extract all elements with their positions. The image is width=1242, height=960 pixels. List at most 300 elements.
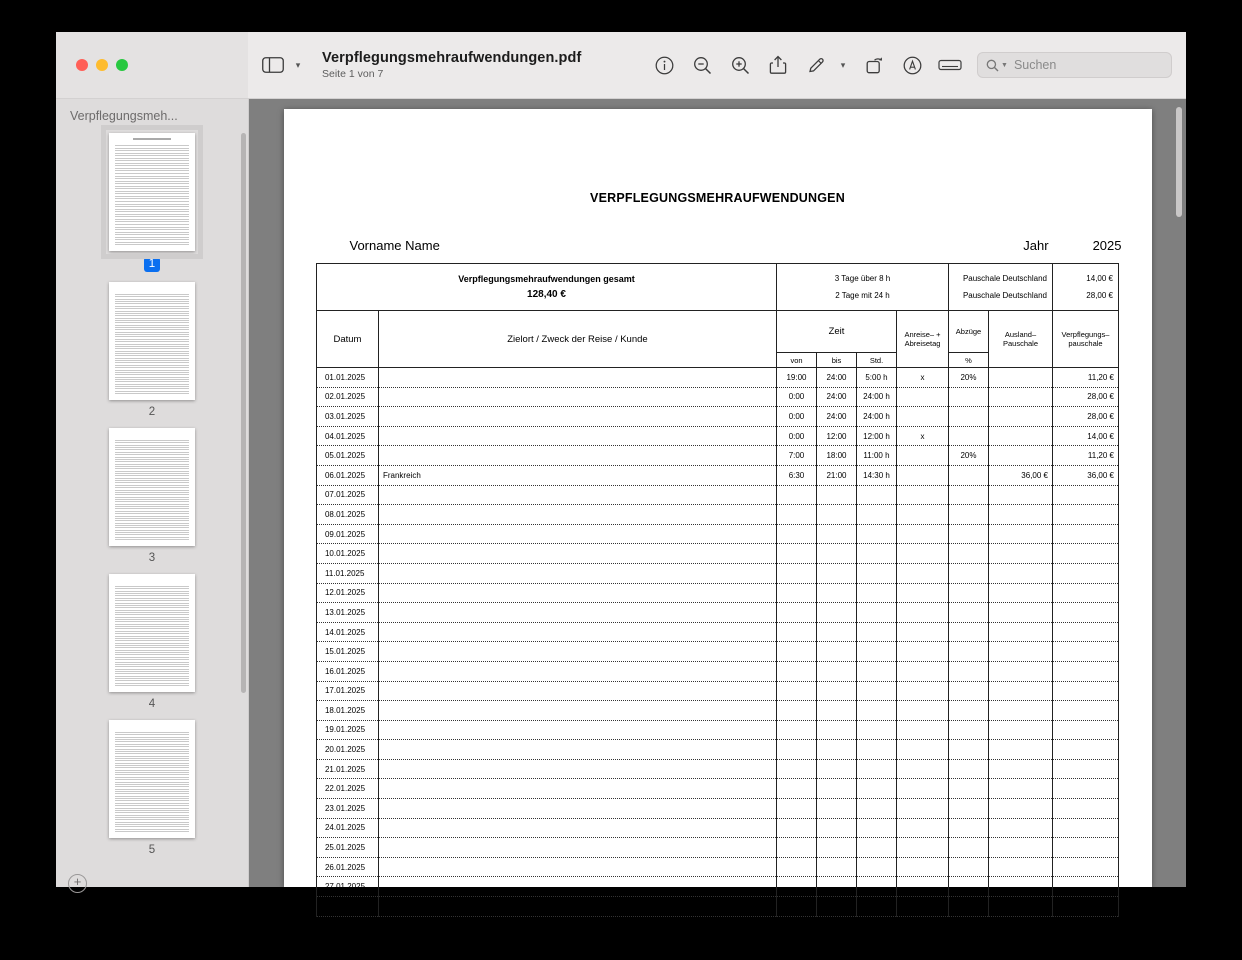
- column-subheader-std: Std.: [856, 353, 896, 368]
- cell-auslandpauschale: [989, 485, 1053, 505]
- list-item[interactable]: [56, 282, 248, 418]
- cell-abzuege: [949, 897, 989, 917]
- cell-verpflegungspauschale: 28,00 €: [1053, 387, 1119, 407]
- cell-anreisetag: [896, 857, 948, 877]
- cell-von: [776, 779, 816, 799]
- cell-anreisetag: [896, 407, 948, 427]
- cell-verpflegungspauschale: [1053, 877, 1119, 897]
- cell-auslandpauschale: [989, 563, 1053, 583]
- cell-std: [856, 681, 896, 701]
- cell-von: 0:00: [776, 426, 816, 446]
- cell-datum: 08.01.2025: [316, 505, 378, 525]
- table-row: [316, 387, 1118, 407]
- cell-std: [856, 857, 896, 877]
- summary-amount: 128,40 €: [527, 289, 566, 300]
- cell-zielort: [378, 524, 776, 544]
- document-title-block: [318, 50, 581, 80]
- cell-zielort: [378, 877, 776, 897]
- add-page-icon[interactable]: +: [68, 874, 87, 893]
- cell-auslandpauschale: [989, 897, 1053, 917]
- cell-verpflegungspauschale: [1053, 740, 1119, 760]
- cell-abzuege: [949, 799, 989, 819]
- cell-datum: 19.01.2025: [316, 720, 378, 740]
- cell-datum: 06.01.2025: [316, 465, 378, 485]
- cell-std: [856, 524, 896, 544]
- table-row: [316, 524, 1118, 544]
- cell-datum: 03.01.2025: [316, 407, 378, 427]
- cell-anreisetag: [896, 759, 948, 779]
- cell-anreisetag: x: [896, 426, 948, 446]
- cell-bis: [816, 661, 856, 681]
- cell-verpflegungspauschale: [1053, 583, 1119, 603]
- cell-auslandpauschale: [989, 407, 1053, 427]
- cell-verpflegungspauschale: [1053, 485, 1119, 505]
- zoom-out-icon[interactable]: [683, 50, 721, 80]
- cell-bis: [816, 603, 856, 623]
- cell-von: [776, 642, 816, 662]
- cell-std: 5:00 h: [856, 368, 896, 388]
- cell-verpflegungspauschale: [1053, 838, 1119, 858]
- column-header-verpflegung-line1: Verpflegungs–: [1061, 330, 1110, 339]
- cell-std: [856, 661, 896, 681]
- cell-verpflegungspauschale: [1053, 622, 1119, 642]
- cell-verpflegungspauschale: [1053, 603, 1119, 623]
- summary-flatrate-values-cell: [1053, 264, 1119, 311]
- cell-zielort: [378, 563, 776, 583]
- cell-auslandpauschale: [989, 524, 1053, 544]
- cell-auslandpauschale: [989, 642, 1053, 662]
- summary-flatrate-cell: [949, 264, 1053, 311]
- cell-anreisetag: [896, 720, 948, 740]
- cell-auslandpauschale: [989, 818, 1053, 838]
- cell-abzuege: [949, 505, 989, 525]
- cell-datum: 07.01.2025: [316, 485, 378, 505]
- cell-zielort: [378, 622, 776, 642]
- table-row: [316, 740, 1118, 760]
- window-body: [56, 99, 1186, 911]
- cell-auslandpauschale: [989, 426, 1053, 446]
- cell-bis: [816, 897, 856, 917]
- cell-datum: 25.01.2025: [316, 838, 378, 858]
- cell-verpflegungspauschale: 28,00 €: [1053, 407, 1119, 427]
- thumbnail-label: 5: [148, 844, 156, 856]
- close-window-button[interactable]: [76, 59, 88, 71]
- document-view[interactable]: [249, 99, 1186, 911]
- cell-auslandpauschale: [989, 544, 1053, 564]
- toolbar: [248, 32, 1186, 98]
- table-row: [316, 897, 1118, 917]
- rotate-icon[interactable]: [855, 50, 893, 80]
- thumbnail-content-lines: [115, 440, 189, 540]
- cell-von: [776, 524, 816, 544]
- cell-auslandpauschale: [989, 759, 1053, 779]
- cell-datum: 10.01.2025: [316, 544, 378, 564]
- thumbnail-page-3[interactable]: [109, 428, 195, 546]
- cell-bis: [816, 759, 856, 779]
- page-title: Verpflegungsmehraufwendungen.pdf: [322, 50, 582, 66]
- cell-zielort: [378, 544, 776, 564]
- cell-anreisetag: [896, 505, 948, 525]
- cell-anreisetag: [896, 681, 948, 701]
- cell-von: [776, 681, 816, 701]
- cell-anreisetag: [896, 818, 948, 838]
- window-titlebar: [56, 32, 1186, 99]
- preview-window: [56, 32, 1186, 911]
- table-row: [316, 603, 1118, 623]
- cell-anreisetag: [896, 622, 948, 642]
- cell-std: [856, 544, 896, 564]
- cell-auslandpauschale: [989, 603, 1053, 623]
- cell-zielort: [378, 387, 776, 407]
- cell-std: [856, 720, 896, 740]
- cell-abzuege: [949, 701, 989, 721]
- table-row: [316, 877, 1118, 897]
- cell-datum: 04.01.2025: [316, 426, 378, 446]
- cell-auslandpauschale: [989, 857, 1053, 877]
- pdf-heading: VERPFLEGUNGSMEHRAUFWENDUNGEN: [590, 191, 845, 205]
- highlight-icon[interactable]: [931, 50, 969, 80]
- cell-zielort: [378, 407, 776, 427]
- cell-datum: 16.01.2025: [316, 661, 378, 681]
- table-row: [316, 407, 1118, 427]
- markup-pen-icon[interactable]: [797, 50, 835, 80]
- table-row: [316, 838, 1118, 858]
- cell-verpflegungspauschale: [1053, 681, 1119, 701]
- cell-verpflegungspauschale: 14,00 €: [1053, 426, 1119, 446]
- cell-abzuege: [949, 740, 989, 760]
- sidebar-title: Verpflegungsmeh...: [70, 109, 178, 123]
- document-scrollbar[interactable]: [1176, 107, 1182, 217]
- column-header-ausland-line1: Ausland–: [1004, 330, 1037, 339]
- table-body: [316, 368, 1118, 917]
- cell-abzuege: [949, 681, 989, 701]
- cell-zielort: [378, 485, 776, 505]
- cell-datum: 22.01.2025: [316, 779, 378, 799]
- cell-abzuege: [949, 387, 989, 407]
- cell-zielort: [378, 857, 776, 877]
- cell-std: 11:00 h: [856, 446, 896, 466]
- cell-abzuege: [949, 759, 989, 779]
- cell-bis: [816, 720, 856, 740]
- thumbnail-label: 2: [148, 406, 156, 418]
- cell-verpflegungspauschale: [1053, 799, 1119, 819]
- cell-bis: [816, 799, 856, 819]
- cell-abzuege: [949, 544, 989, 564]
- cell-anreisetag: [896, 701, 948, 721]
- thumbnail-content-lines: [115, 294, 189, 394]
- table-row: [316, 720, 1118, 740]
- list-item[interactable]: [56, 720, 248, 856]
- thumbnail-page-4[interactable]: [109, 574, 195, 692]
- cell-zielort: [378, 779, 776, 799]
- thumbnail-sidebar: [56, 99, 249, 887]
- table-row: [316, 642, 1118, 662]
- cell-anreisetag: [896, 838, 948, 858]
- cell-anreisetag: [896, 799, 948, 819]
- cell-datum: 23.01.2025: [316, 799, 378, 819]
- sidebar-toggle-icon[interactable]: [256, 50, 290, 80]
- cell-auslandpauschale: [989, 387, 1053, 407]
- cell-auslandpauschale: [989, 681, 1053, 701]
- column-subheader-prozent: %: [949, 353, 989, 368]
- cell-bis: [816, 857, 856, 877]
- pdf-page: [284, 109, 1152, 911]
- cell-abzuege: [949, 720, 989, 740]
- year-label: Jahr: [1023, 238, 1049, 253]
- column-subheader-bis: bis: [816, 353, 856, 368]
- column-subheader-von: von: [776, 353, 816, 368]
- list-item[interactable]: [56, 133, 248, 272]
- cell-datum: 28.01.2025: [316, 897, 378, 917]
- table-row: [316, 465, 1118, 485]
- cell-anreisetag: [896, 661, 948, 681]
- table-row: [316, 485, 1118, 505]
- cell-datum: 18.01.2025: [316, 701, 378, 721]
- cell-anreisetag: [896, 387, 948, 407]
- cell-verpflegungspauschale: 11,20 €: [1053, 368, 1119, 388]
- cell-verpflegungspauschale: [1053, 720, 1119, 740]
- cell-std: [856, 603, 896, 623]
- cell-bis: [816, 485, 856, 505]
- column-header-verpflegung: [1053, 311, 1119, 368]
- cell-auslandpauschale: 36,00 €: [989, 465, 1053, 485]
- cell-von: 7:00: [776, 446, 816, 466]
- cell-auslandpauschale: [989, 622, 1053, 642]
- cell-bis: 21:00: [816, 465, 856, 485]
- cell-std: [856, 759, 896, 779]
- cell-bis: [816, 740, 856, 760]
- cell-std: 12:00 h: [856, 426, 896, 446]
- sidebar-footer: [56, 866, 248, 900]
- thumbnail-label: 1: [144, 257, 160, 272]
- cell-auslandpauschale: [989, 505, 1053, 525]
- cell-bis: 24:00: [816, 387, 856, 407]
- info-icon[interactable]: [645, 50, 683, 80]
- cell-von: [776, 485, 816, 505]
- summary-row: [316, 264, 1118, 311]
- column-header-datum: Datum: [316, 311, 378, 368]
- cell-zielort: [378, 681, 776, 701]
- thumbnail-label: 3: [148, 552, 156, 564]
- cell-datum: 05.01.2025: [316, 446, 378, 466]
- table-row: [316, 426, 1118, 446]
- cell-bis: [816, 524, 856, 544]
- cell-verpflegungspauschale: [1053, 897, 1119, 917]
- table-row: [316, 583, 1118, 603]
- thumbnail-list[interactable]: [56, 131, 248, 866]
- column-header-anreise-line1: Anreise– +: [904, 330, 941, 339]
- cell-bis: 12:00: [816, 426, 856, 446]
- column-header-abzuege: Abzüge: [949, 311, 989, 353]
- cell-abzuege: [949, 838, 989, 858]
- thumbnail-page-5[interactable]: [109, 720, 195, 838]
- cell-bis: [816, 877, 856, 897]
- cell-anreisetag: [896, 465, 948, 485]
- cell-datum: 27.01.2025: [316, 877, 378, 897]
- cell-datum: 17.01.2025: [316, 681, 378, 701]
- table-row: [316, 368, 1118, 388]
- table-row: [316, 622, 1118, 642]
- cell-datum: 26.01.2025: [316, 857, 378, 877]
- cell-zielort: [378, 642, 776, 662]
- cell-abzuege: [949, 603, 989, 623]
- thumbnail-page-1[interactable]: [109, 133, 195, 251]
- list-item[interactable]: [56, 574, 248, 710]
- search-icon: [986, 59, 999, 72]
- search-input[interactable]: [977, 52, 1172, 78]
- summary-flatrate-label-1: Pauschale Deutschland: [962, 274, 1047, 283]
- cell-verpflegungspauschale: [1053, 642, 1119, 662]
- expense-table: [316, 263, 1119, 917]
- cell-verpflegungspauschale: [1053, 524, 1119, 544]
- cell-anreisetag: x: [896, 368, 948, 388]
- cell-bis: [816, 681, 856, 701]
- cell-von: 6:30: [776, 465, 816, 485]
- cell-anreisetag: [896, 485, 948, 505]
- cell-abzuege: [949, 426, 989, 446]
- summary-days-line-2: 2 Tage mit 24 h: [835, 291, 890, 300]
- cell-abzuege: [949, 407, 989, 427]
- cell-bis: [816, 818, 856, 838]
- table-row: [316, 799, 1118, 819]
- year-value: 2025: [1092, 238, 1122, 253]
- cell-datum: 09.01.2025: [316, 524, 378, 544]
- cell-std: [856, 563, 896, 583]
- column-header-anreise: [896, 311, 948, 368]
- cell-von: 0:00: [776, 387, 816, 407]
- cell-datum: 01.01.2025: [316, 368, 378, 388]
- table-row: [316, 563, 1118, 583]
- cell-zielort: [378, 368, 776, 388]
- summary-days-cell: [776, 264, 948, 311]
- cell-abzuege: [949, 622, 989, 642]
- search-placeholder: Suchen: [1013, 58, 1057, 72]
- cell-std: 24:00 h: [856, 387, 896, 407]
- cell-bis: 24:00: [816, 368, 856, 388]
- cell-zielort: [378, 583, 776, 603]
- summary-flatrate-label-2: Pauschale Deutschland: [962, 291, 1047, 300]
- zoom-window-button[interactable]: [116, 59, 128, 71]
- cell-verpflegungspauschale: [1053, 779, 1119, 799]
- cell-von: [776, 857, 816, 877]
- cell-verpflegungspauschale: [1053, 661, 1119, 681]
- cell-std: [856, 838, 896, 858]
- cell-zielort: [378, 426, 776, 446]
- cell-verpflegungspauschale: 11,20 €: [1053, 446, 1119, 466]
- cell-anreisetag: [896, 740, 948, 760]
- cell-verpflegungspauschale: [1053, 759, 1119, 779]
- cell-std: [856, 897, 896, 917]
- cell-datum: 21.01.2025: [316, 759, 378, 779]
- cell-von: [776, 818, 816, 838]
- table-row: [316, 446, 1118, 466]
- summary-days-line-1: 3 Tage über 8 h: [834, 274, 891, 283]
- cell-abzuege: [949, 779, 989, 799]
- cell-std: [856, 701, 896, 721]
- column-header-verpflegung-line2: pauschale: [1068, 339, 1103, 348]
- cell-auslandpauschale: [989, 720, 1053, 740]
- cell-datum: 02.01.2025: [316, 387, 378, 407]
- share-icon[interactable]: [759, 50, 797, 80]
- cell-von: [776, 622, 816, 642]
- cell-verpflegungspauschale: 36,00 €: [1053, 465, 1119, 485]
- annotate-icon[interactable]: [893, 50, 931, 80]
- sidebar-scrollbar[interactable]: [241, 133, 246, 693]
- cell-abzuege: [949, 818, 989, 838]
- zoom-in-icon[interactable]: [721, 50, 759, 80]
- cell-auslandpauschale: [989, 877, 1053, 897]
- cell-von: [776, 544, 816, 564]
- cell-auslandpauschale: [989, 838, 1053, 858]
- table-row: [316, 544, 1118, 564]
- cell-auslandpauschale: [989, 740, 1053, 760]
- cell-verpflegungspauschale: [1053, 505, 1119, 525]
- cell-bis: [816, 544, 856, 564]
- cell-von: [776, 563, 816, 583]
- cell-bis: 18:00: [816, 446, 856, 466]
- cell-std: [856, 799, 896, 819]
- cell-datum: 15.01.2025: [316, 642, 378, 662]
- thumbnail-page-2[interactable]: [109, 282, 195, 400]
- cell-std: [856, 818, 896, 838]
- summary-title: Verpflegungsmehraufwendungen gesamt: [458, 274, 635, 284]
- summary-total-cell: [316, 264, 776, 311]
- cell-bis: [816, 701, 856, 721]
- cell-std: [856, 505, 896, 525]
- cell-datum: 14.01.2025: [316, 622, 378, 642]
- chevron-down-icon[interactable]: ▾: [295, 59, 301, 70]
- cell-von: [776, 740, 816, 760]
- table-row: [316, 857, 1118, 877]
- cell-abzuege: [949, 465, 989, 485]
- cell-auslandpauschale: [989, 701, 1053, 721]
- cell-auslandpauschale: [989, 799, 1053, 819]
- cell-abzuege: [949, 524, 989, 544]
- pdf-meta-row: [302, 238, 1134, 253]
- cell-zielort: Frankreich: [378, 465, 776, 485]
- thumbnail-content-lines: [115, 732, 189, 832]
- pdf-content: [284, 191, 1152, 917]
- cell-von: [776, 838, 816, 858]
- cell-zielort: [378, 897, 776, 917]
- cell-std: [856, 583, 896, 603]
- cell-anreisetag: [896, 563, 948, 583]
- minimize-window-button[interactable]: [96, 59, 108, 71]
- cell-abzuege: [949, 857, 989, 877]
- cell-von: [776, 505, 816, 525]
- cell-verpflegungspauschale: [1053, 818, 1119, 838]
- list-item[interactable]: [56, 428, 248, 564]
- cell-von: [776, 799, 816, 819]
- table-row: [316, 759, 1118, 779]
- cell-std: [856, 642, 896, 662]
- search-scope-chevron-icon[interactable]: ▼: [1001, 61, 1008, 69]
- cell-abzuege: [949, 661, 989, 681]
- cell-von: [776, 897, 816, 917]
- cell-bis: [816, 622, 856, 642]
- thumbnail-content-lines: [115, 586, 189, 686]
- cell-anreisetag: [896, 877, 948, 897]
- cell-zielort: [378, 740, 776, 760]
- chevron-down-icon-markup[interactable]: ▾: [840, 59, 846, 70]
- table-row: [316, 505, 1118, 525]
- column-header-zielort: Zielort / Zweck der Reise / Kunde: [378, 311, 776, 368]
- table-row: [316, 779, 1118, 799]
- cell-std: [856, 740, 896, 760]
- cell-abzuege: 20%: [949, 368, 989, 388]
- cell-auslandpauschale: [989, 583, 1053, 603]
- cell-zielort: [378, 720, 776, 740]
